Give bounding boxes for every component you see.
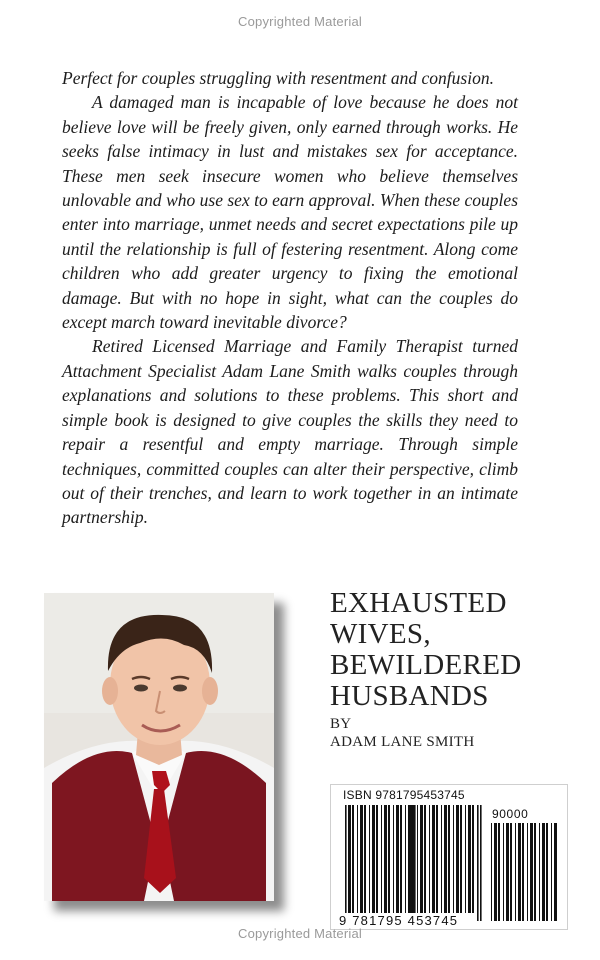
isbn-label: ISBN 9781795453745: [343, 788, 465, 802]
blurb-paragraph-author: Retired Licensed Marriage and Family Therapist turned Attachment Specialist Adam Lane Smith walks couples through explanations and solutions to these problems. This short and simple book is designed to give couples the skills they need to repair a resentful and empty marriage. Through simple techniques, committed couples can alter their perspective, climb out of their trenches, and learn to work together in an intimate partnership.: [62, 336, 518, 528]
book-title: [330, 588, 590, 712]
isbn-digits: 9 781795 453745: [339, 913, 459, 928]
book-title-line: EXHAUSTED: [330, 587, 507, 619]
book-title-line: WIVES,: [330, 618, 431, 650]
book-title-block: [330, 588, 590, 751]
price-code: 90000: [492, 807, 529, 821]
author-name: ADAM LANE SMITH: [330, 734, 475, 750]
isbn-barcode: [330, 784, 568, 930]
author-photo: [44, 593, 274, 901]
author-portrait-image: [44, 593, 274, 901]
copyright-watermark-bottom: Copyrighted Material: [238, 926, 362, 941]
barcode-bars: [331, 785, 567, 929]
book-title-line: BEWILDERED: [330, 649, 522, 681]
copyright-watermark-top: Copyrighted Material: [238, 14, 362, 29]
blurb-paragraph-problem: A damaged man is incapable of love because he does not believe love will be freely given, only earned through works. He seeks false intimacy in lust and mistakes sex for acceptance. These men seek insecure women who believe themselves unlovable and who use sex to earn approval. When these couples enter into marriage, unmet needs and secret expectations pile up until the relationship is full of festering resentment. Along come children who add greater urgency to fixing the emotional damage. But with no hope in sight, what can the couples do except march toward inevitable divorce?: [62, 92, 518, 333]
blurb-tagline: Perfect for couples struggling with resentment and confusion.: [62, 68, 494, 88]
back-cover-blurb: [62, 66, 518, 530]
by-label: BY: [330, 716, 352, 732]
book-title-line: HUSBANDS: [330, 680, 489, 712]
